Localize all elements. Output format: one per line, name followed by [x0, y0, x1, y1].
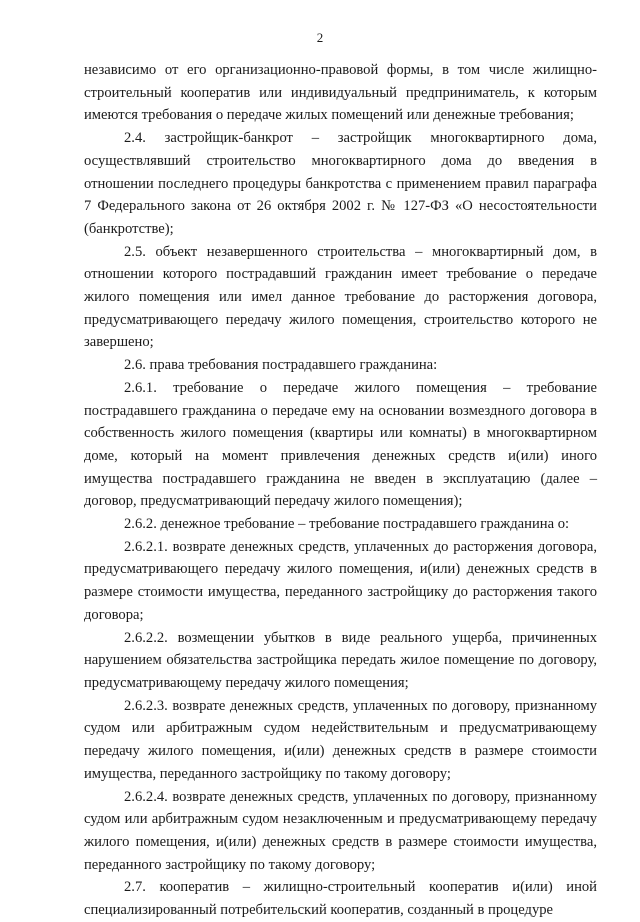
paragraph-2-6-2: 2.6.2. денежное требование – требование пострадавшего гражданина о: — [124, 516, 570, 533]
paragraph-2-6-2-3: 2.6.2.3. возврате денежных средств, уплаченных по договору, признанному судом или арбитражным судом недействительным и предусматривающему передачу жилого помещения, и(или) денежных средств в размере стоимости имущества, переданного застройщику по такому договору; — [84, 697, 597, 782]
paragraph-continuation: независимо от его организационно-правовой формы, в том числе жилищно-строительный кооператив или индивидуальный предприниматель, к которым имеются требования о передаче жилых помещений или денежные требования; — [84, 62, 597, 124]
paragraph-2-4: 2.4. застройщик-банкрот – застройщик многоквартирного дома, осуществлявший строительство многоквартирного дома до введения в отношении последнего процедуры банкротства с применением правил параграфа 7 Федерального закона от 26 октября 2002 г. № 127-ФЗ «О несостоятельности (банкротстве); — [84, 130, 597, 237]
paragraph-2-6-2-4: 2.6.2.4. возврате денежных средств, уплаченных по договору, признанному судом или арбитражным судом незаключенным и предусматривающему передачу жилого помещения, и(или) денежных средств в размере стоимости имущества, переданного застройщику по такому договору; — [84, 788, 597, 873]
document-body — [84, 59, 597, 922]
paragraph-2-5: 2.5. объект незавершенного строительства – многоквартирный дом, в отношении которого пострадавший гражданин имеет требование о передаче жилого помещения или имел данное требование до расторжения договора, предусматривающего передачу жилого помещения, строительство которого не завершено; — [84, 243, 597, 351]
paragraph-2-6-2-2: 2.6.2.2. возмещении убытков в виде реального ущерба, причиненных нарушением обязательства застройщика передать жилое помещение по договору, предусматривающему передачу жилого помещения; — [84, 629, 597, 691]
paragraph-2-6-1: 2.6.1. требование о передаче жилого помещения – требование пострадавшего гражданина о передаче ему на основании возмездного договора в собственность жилого помещения (квартиры или комнаты) в многоквартирном доме, который на момент привлечения денежных средств и(или) иного имущества пострадавшего гражданина не введен в эксплуатацию (далее – договор, предусматривающий передачу жилого помещения); — [84, 379, 597, 510]
paragraph-2-7: 2.7. кооператив – жилищно-строительный кооператив и(или) иной специализированный потребительский кооператив, созданный в процедуре — [84, 879, 597, 919]
paragraph-2-6-2-1: 2.6.2.1. возврате денежных средств, уплаченных до расторжения договора, предусматривающего передачу жилого помещения, и(или) денежных средств в размере стоимости имущества, переданного застройщику до расторжения такого договора; — [84, 538, 597, 623]
paragraph-2-6: 2.6. права требования пострадавшего гражданина: — [124, 357, 438, 374]
page-number: 2 — [316, 30, 324, 45]
